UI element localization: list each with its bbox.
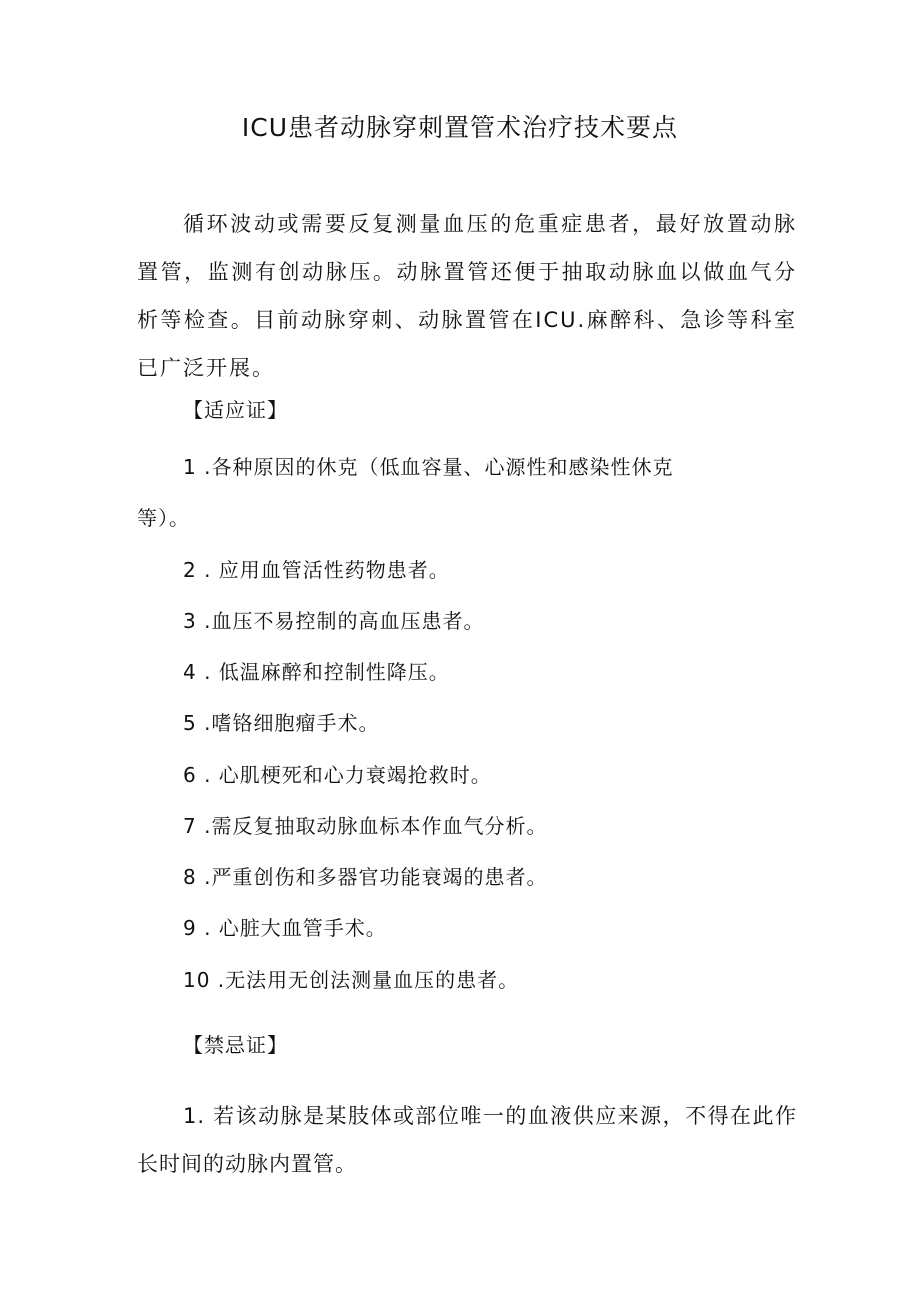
contraindications-heading: 【禁忌证】	[183, 1033, 288, 1057]
indication-item-2: 2 . 应用血管活性药物患者。	[183, 558, 450, 582]
indication-item-1: 1 .各种原因的休克（低血容量、心源性和感染性休克	[183, 455, 674, 479]
intro-paragraph: 循环波动或需要反复测量血压的危重症患者，最好放置动脉置管，监测有创动脉压。动脉置管还便于抽取动脉血以做血气分析等检查。目前动脉穿刺、动脉置管在ICU.麻醉科、急诊等科室已广泛开展。	[137, 212, 797, 380]
indication-item-8: 8 .严重创伤和多器官功能衰竭的患者。	[183, 865, 548, 889]
indication-item-10: 10 .无法用无创法测量血压的患者。	[183, 968, 520, 992]
indication-item-5: 5 .嗜铬细胞瘤手术。	[183, 711, 380, 735]
indication-item-4: 4 . 低温麻醉和控制性降压。	[183, 660, 450, 684]
contraindication-item-1: 1. 若该动脉是某肢体或部位唯一的血液供应来源，不得在此作长时间的动脉内置管。	[137, 1104, 797, 1176]
indications-heading: 【适应证】	[183, 398, 288, 422]
document-title: ICU患者动脉穿刺置管术治疗技术要点	[241, 113, 679, 142]
indication-item-1-continued: 等）。	[137, 506, 190, 530]
indication-item-3: 3 .血压不易控制的高血压患者。	[183, 609, 485, 633]
indication-item-9: 9 . 心脏大血管手术。	[183, 916, 387, 940]
indication-item-7: 7 .需反复抽取动脉血标本作血气分析。	[183, 814, 548, 838]
indication-item-6: 6 . 心肌梗死和心力衰竭抢救时。	[183, 763, 492, 787]
